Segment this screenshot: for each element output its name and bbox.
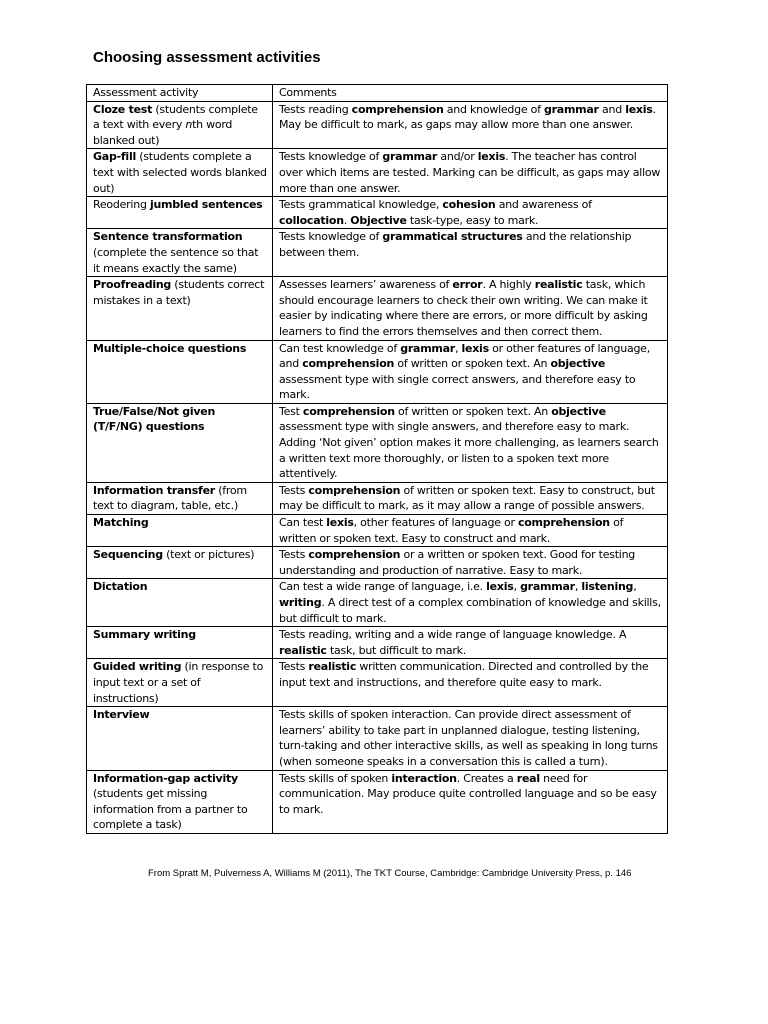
activity-cell: Gap-fill (students complete a text with selected words blanked out) <box>87 149 273 197</box>
activity-cell: Reodering jumbled sentences <box>87 197 273 229</box>
comment-cell: Tests knowledge of grammatical structures and the relationship between them. <box>273 229 668 277</box>
table-row <box>87 707 668 770</box>
comment-cell: Assesses learners’ awareness of error. A highly realistic task, which should encourage learners to check their own writing. We can make it easier by indicating where there are errors, or more difficult by asking learners to find the errors themselves and then correct them. <box>273 277 668 340</box>
activity-cell: Proofreading (students correct mistakes in a text) <box>87 277 273 340</box>
activity-cell: Cloze test (students complete a text with every nth word blanked out) <box>87 101 273 149</box>
comment-cell: Tests comprehension of written or spoken text. Easy to construct, but may be difficult to mark, as it may allow a range of possible answers. <box>273 482 668 514</box>
table-row <box>87 403 668 482</box>
column-header-activity: Assessment activity <box>87 85 273 102</box>
table-row <box>87 627 668 659</box>
activity-cell: Information-gap activity (students get missing information from a partner to complete a task) <box>87 770 273 833</box>
table-row <box>87 101 668 149</box>
activity-cell: Matching <box>87 515 273 547</box>
page-title: Choosing assessment activities <box>93 49 321 66</box>
column-header-comments: Comments <box>273 85 668 102</box>
table-row <box>87 197 668 229</box>
table-row <box>87 547 668 579</box>
comment-cell: Tests reading comprehension and knowledge of grammar and lexis. May be difficult to mark, as gaps may allow more than one answer. <box>273 101 668 149</box>
table-header-row <box>87 85 668 102</box>
comment-cell: Can test a wide range of language, i.e. lexis, grammar, listening, writing. A direct test of a complex combination of knowledge and skills, but difficult to mark. <box>273 579 668 627</box>
table-row <box>87 659 668 707</box>
table-row <box>87 277 668 340</box>
activity-cell: True/False/Not given (T/F/NG) questions <box>87 403 273 482</box>
comment-cell: Can test lexis, other features of language or comprehension of written or spoken text. Easy to construct and mark. <box>273 515 668 547</box>
activity-cell: Sentence transformation (complete the sentence so that it means exactly the same) <box>87 229 273 277</box>
activity-cell: Dictation <box>87 579 273 627</box>
comment-cell: Tests skills of spoken interaction. Creates a real need for communication. May produce quite controlled language and so be easy to mark. <box>273 770 668 833</box>
comment-cell: Tests grammatical knowledge, cohesion and awareness of collocation. Objective task-type, easy to mark. <box>273 197 668 229</box>
table-row <box>87 229 668 277</box>
comment-cell: Tests knowledge of grammar and/or lexis. The teacher has control over which items are tested. Marking can be difficult, as gaps may allow more than one answer. <box>273 149 668 197</box>
table-row <box>87 770 668 833</box>
activity-cell: Interview <box>87 707 273 770</box>
comment-cell: Tests realistic written communication. Directed and controlled by the input text and instructions, and therefore quite easy to mark. <box>273 659 668 707</box>
comment-cell: Tests reading, writing and a wide range of language knowledge. A realistic task, but difficult to mark. <box>273 627 668 659</box>
source-citation: From Spratt M, Pulverness A, Williams M (2011), The TKT Course, Cambridge: Cambridge University Press, p. 146 <box>148 868 632 879</box>
assessment-table <box>86 84 668 834</box>
table-row <box>87 579 668 627</box>
table-row <box>87 515 668 547</box>
table-row <box>87 149 668 197</box>
activity-cell: Sequencing (text or pictures) <box>87 547 273 579</box>
comment-cell: Tests skills of spoken interaction. Can provide direct assessment of learners’ ability to take part in unplanned dialogue, testing listening, turn-taking and other interactive skills, as well as speaking in long turns (when someone speaks in a conversation this is called a turn). <box>273 707 668 770</box>
comment-cell: Test comprehension of written or spoken text. An objective assessment type with single answers, and therefore easy to mark. Adding ‘Not given’ option makes it more challenging, as learners search a written text more thoroughly, or listen to a spoken text more attentively. <box>273 403 668 482</box>
comment-cell: Tests comprehension or a written or spoken text. Good for testing understanding and production of narrative. Easy to mark. <box>273 547 668 579</box>
table-row <box>87 482 668 514</box>
table-body <box>87 101 668 833</box>
comment-cell: Can test knowledge of grammar, lexis or other features of language, and comprehension of written or spoken text. An objective assessment type with single correct answers, and therefore easy to mark. <box>273 340 668 403</box>
activity-cell: Information transfer (from text to diagram, table, etc.) <box>87 482 273 514</box>
table-row <box>87 340 668 403</box>
activity-cell: Guided writing (in response to input text or a set of instructions) <box>87 659 273 707</box>
activity-cell: Summary writing <box>87 627 273 659</box>
activity-cell: Multiple-choice questions <box>87 340 273 403</box>
